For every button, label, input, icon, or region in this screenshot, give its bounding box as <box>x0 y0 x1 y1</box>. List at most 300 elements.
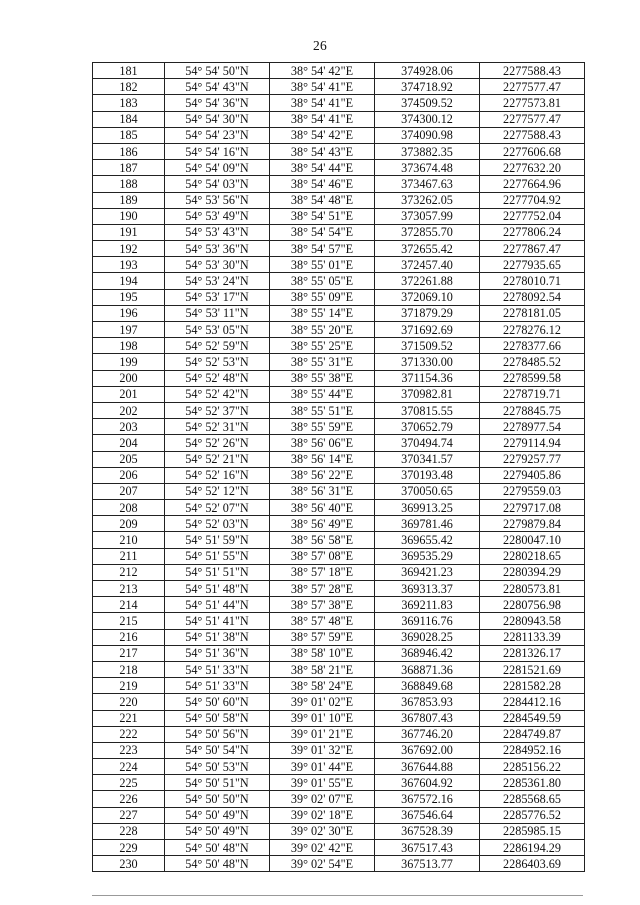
table-row <box>93 840 585 856</box>
latitude-cell: 54° 52' 21"N <box>165 451 270 467</box>
bottom-divider <box>92 895 583 896</box>
x-coordinate-cell: 372855.70 <box>375 224 480 240</box>
y-coordinate-cell: 2281326.17 <box>480 645 585 661</box>
y-coordinate-cell: 2280218.65 <box>480 548 585 564</box>
table-row <box>93 823 585 839</box>
point-number-cell: 185 <box>93 127 165 143</box>
point-number-cell: 201 <box>93 386 165 402</box>
longitude-cell: 38° 57' 28"E <box>270 581 375 597</box>
longitude-cell: 39° 01' 02"E <box>270 694 375 710</box>
table-row <box>93 241 585 257</box>
y-coordinate-cell: 2278599.58 <box>480 370 585 386</box>
point-number-cell: 181 <box>93 63 165 79</box>
point-number-cell: 193 <box>93 257 165 273</box>
latitude-cell: 54° 54' 30"N <box>165 111 270 127</box>
table-row <box>93 467 585 483</box>
latitude-cell: 54° 53' 36"N <box>165 241 270 257</box>
longitude-cell: 39° 01' 44"E <box>270 759 375 775</box>
point-number-cell: 226 <box>93 791 165 807</box>
table-row <box>93 661 585 677</box>
x-coordinate-cell: 371509.52 <box>375 338 480 354</box>
x-coordinate-cell: 367528.39 <box>375 823 480 839</box>
x-coordinate-cell: 370652.79 <box>375 419 480 435</box>
x-coordinate-cell: 370193.48 <box>375 467 480 483</box>
point-number-cell: 211 <box>93 548 165 564</box>
longitude-cell: 38° 56' 14"E <box>270 451 375 467</box>
latitude-cell: 54° 51' 59"N <box>165 532 270 548</box>
y-coordinate-cell: 2278719.71 <box>480 386 585 402</box>
longitude-cell: 38° 56' 06"E <box>270 435 375 451</box>
longitude-cell: 38° 55' 09"E <box>270 289 375 305</box>
longitude-cell: 38° 54' 41"E <box>270 95 375 111</box>
point-number-cell: 191 <box>93 224 165 240</box>
y-coordinate-cell: 2281133.39 <box>480 629 585 645</box>
x-coordinate-cell: 368871.36 <box>375 661 480 677</box>
y-coordinate-cell: 2280756.98 <box>480 597 585 613</box>
x-coordinate-cell: 373674.48 <box>375 160 480 176</box>
longitude-cell: 38° 57' 18"E <box>270 564 375 580</box>
point-number-cell: 194 <box>93 273 165 289</box>
y-coordinate-cell: 2277752.04 <box>480 208 585 224</box>
y-coordinate-cell: 2284952.16 <box>480 742 585 758</box>
y-coordinate-cell: 2279257.77 <box>480 451 585 467</box>
latitude-cell: 54° 53' 05"N <box>165 322 270 338</box>
longitude-cell: 39° 01' 21"E <box>270 726 375 742</box>
y-coordinate-cell: 2278485.52 <box>480 354 585 370</box>
table-row <box>93 483 585 499</box>
y-coordinate-cell: 2277704.92 <box>480 192 585 208</box>
y-coordinate-cell: 2277588.43 <box>480 127 585 143</box>
point-number-cell: 223 <box>93 742 165 758</box>
latitude-cell: 54° 52' 42"N <box>165 386 270 402</box>
point-number-cell: 183 <box>93 95 165 111</box>
longitude-cell: 38° 57' 59"E <box>270 629 375 645</box>
point-number-cell: 210 <box>93 532 165 548</box>
x-coordinate-cell: 372457.40 <box>375 257 480 273</box>
y-coordinate-cell: 2286194.29 <box>480 840 585 856</box>
y-coordinate-cell: 2279879.84 <box>480 516 585 532</box>
table-row <box>93 208 585 224</box>
latitude-cell: 54° 54' 09"N <box>165 160 270 176</box>
longitude-cell: 38° 56' 31"E <box>270 483 375 499</box>
x-coordinate-cell: 369535.29 <box>375 548 480 564</box>
longitude-cell: 38° 55' 01"E <box>270 257 375 273</box>
point-number-cell: 220 <box>93 694 165 710</box>
x-coordinate-cell: 369116.76 <box>375 613 480 629</box>
x-coordinate-cell: 367807.43 <box>375 710 480 726</box>
longitude-cell: 38° 54' 57"E <box>270 241 375 257</box>
table-row <box>93 402 585 418</box>
x-coordinate-cell: 367517.43 <box>375 840 480 856</box>
y-coordinate-cell: 2277606.68 <box>480 143 585 159</box>
latitude-cell: 54° 52' 16"N <box>165 467 270 483</box>
longitude-cell: 38° 55' 31"E <box>270 354 375 370</box>
y-coordinate-cell: 2284412.16 <box>480 694 585 710</box>
point-number-cell: 225 <box>93 775 165 791</box>
table-row <box>93 613 585 629</box>
table-row <box>93 322 585 338</box>
y-coordinate-cell: 2285361.80 <box>480 775 585 791</box>
y-coordinate-cell: 2277867.47 <box>480 241 585 257</box>
x-coordinate-cell: 369028.25 <box>375 629 480 645</box>
y-coordinate-cell: 2277577.47 <box>480 111 585 127</box>
latitude-cell: 54° 52' 03"N <box>165 516 270 532</box>
y-coordinate-cell: 2285985.15 <box>480 823 585 839</box>
point-number-cell: 184 <box>93 111 165 127</box>
longitude-cell: 38° 57' 38"E <box>270 597 375 613</box>
table-row <box>93 386 585 402</box>
table-row <box>93 160 585 176</box>
point-number-cell: 203 <box>93 419 165 435</box>
y-coordinate-cell: 2279559.03 <box>480 483 585 499</box>
table-row <box>93 143 585 159</box>
latitude-cell: 54° 52' 31"N <box>165 419 270 435</box>
point-number-cell: 222 <box>93 726 165 742</box>
table-row <box>93 370 585 386</box>
latitude-cell: 54° 52' 59"N <box>165 338 270 354</box>
y-coordinate-cell: 2277577.47 <box>480 79 585 95</box>
y-coordinate-cell: 2281582.28 <box>480 678 585 694</box>
table-row <box>93 111 585 127</box>
point-number-cell: 199 <box>93 354 165 370</box>
y-coordinate-cell: 2285156.22 <box>480 759 585 775</box>
table-row <box>93 597 585 613</box>
x-coordinate-cell: 367692.00 <box>375 742 480 758</box>
table-row <box>93 791 585 807</box>
table-row <box>93 645 585 661</box>
latitude-cell: 54° 54' 36"N <box>165 95 270 111</box>
point-number-cell: 214 <box>93 597 165 613</box>
table-row <box>93 775 585 791</box>
x-coordinate-cell: 367746.20 <box>375 726 480 742</box>
longitude-cell: 38° 54' 51"E <box>270 208 375 224</box>
table-row <box>93 678 585 694</box>
point-number-cell: 182 <box>93 79 165 95</box>
longitude-cell: 38° 55' 05"E <box>270 273 375 289</box>
latitude-cell: 54° 53' 17"N <box>165 289 270 305</box>
x-coordinate-cell: 374090.98 <box>375 127 480 143</box>
longitude-cell: 38° 55' 51"E <box>270 402 375 418</box>
x-coordinate-cell: 367853.93 <box>375 694 480 710</box>
x-coordinate-cell: 367572.16 <box>375 791 480 807</box>
x-coordinate-cell: 370050.65 <box>375 483 480 499</box>
latitude-cell: 54° 52' 37"N <box>165 402 270 418</box>
latitude-cell: 54° 53' 43"N <box>165 224 270 240</box>
table-row <box>93 224 585 240</box>
table-row <box>93 581 585 597</box>
x-coordinate-cell: 369313.37 <box>375 581 480 597</box>
x-coordinate-cell: 371330.00 <box>375 354 480 370</box>
longitude-cell: 38° 55' 59"E <box>270 419 375 435</box>
x-coordinate-cell: 372069.10 <box>375 289 480 305</box>
y-coordinate-cell: 2279717.08 <box>480 500 585 516</box>
latitude-cell: 54° 51' 44"N <box>165 597 270 613</box>
x-coordinate-cell: 370982.81 <box>375 386 480 402</box>
table-row <box>93 79 585 95</box>
table-row <box>93 192 585 208</box>
point-number-cell: 228 <box>93 823 165 839</box>
longitude-cell: 39° 01' 55"E <box>270 775 375 791</box>
latitude-cell: 54° 50' 53"N <box>165 759 270 775</box>
y-coordinate-cell: 2278977.54 <box>480 419 585 435</box>
latitude-cell: 54° 51' 48"N <box>165 581 270 597</box>
longitude-cell: 38° 54' 54"E <box>270 224 375 240</box>
point-number-cell: 215 <box>93 613 165 629</box>
table-row <box>93 338 585 354</box>
latitude-cell: 54° 52' 12"N <box>165 483 270 499</box>
longitude-cell: 38° 58' 10"E <box>270 645 375 661</box>
latitude-cell: 54° 54' 03"N <box>165 176 270 192</box>
latitude-cell: 54° 53' 11"N <box>165 305 270 321</box>
x-coordinate-cell: 371154.36 <box>375 370 480 386</box>
latitude-cell: 54° 50' 49"N <box>165 823 270 839</box>
table-row <box>93 95 585 111</box>
page-number: 26 <box>313 38 327 53</box>
point-number-cell: 187 <box>93 160 165 176</box>
longitude-cell: 38° 54' 41"E <box>270 79 375 95</box>
latitude-cell: 54° 50' 56"N <box>165 726 270 742</box>
latitude-cell: 54° 51' 36"N <box>165 645 270 661</box>
latitude-cell: 54° 54' 16"N <box>165 143 270 159</box>
latitude-cell: 54° 50' 51"N <box>165 775 270 791</box>
point-number-cell: 217 <box>93 645 165 661</box>
latitude-cell: 54° 53' 49"N <box>165 208 270 224</box>
y-coordinate-cell: 2279405.86 <box>480 467 585 483</box>
longitude-cell: 39° 02' 42"E <box>270 840 375 856</box>
longitude-cell: 38° 55' 44"E <box>270 386 375 402</box>
point-number-cell: 213 <box>93 581 165 597</box>
longitude-cell: 38° 55' 25"E <box>270 338 375 354</box>
latitude-cell: 54° 54' 23"N <box>165 127 270 143</box>
table-row <box>93 726 585 742</box>
y-coordinate-cell: 2280573.81 <box>480 581 585 597</box>
x-coordinate-cell: 367513.77 <box>375 856 480 872</box>
point-number-cell: 229 <box>93 840 165 856</box>
latitude-cell: 54° 51' 51"N <box>165 564 270 580</box>
point-number-cell: 224 <box>93 759 165 775</box>
table-row <box>93 759 585 775</box>
x-coordinate-cell: 371879.29 <box>375 305 480 321</box>
x-coordinate-cell: 370494.74 <box>375 435 480 451</box>
longitude-cell: 38° 58' 21"E <box>270 661 375 677</box>
point-number-cell: 218 <box>93 661 165 677</box>
longitude-cell: 39° 02' 30"E <box>270 823 375 839</box>
longitude-cell: 38° 54' 46"E <box>270 176 375 192</box>
x-coordinate-cell: 368849.68 <box>375 678 480 694</box>
table-row <box>93 807 585 823</box>
x-coordinate-cell: 370815.55 <box>375 402 480 418</box>
point-number-cell: 209 <box>93 516 165 532</box>
y-coordinate-cell: 2277573.81 <box>480 95 585 111</box>
table-row <box>93 63 585 79</box>
x-coordinate-cell: 368946.42 <box>375 645 480 661</box>
point-number-cell: 198 <box>93 338 165 354</box>
y-coordinate-cell: 2278010.71 <box>480 273 585 289</box>
x-coordinate-cell: 367604.92 <box>375 775 480 791</box>
longitude-cell: 38° 56' 58"E <box>270 532 375 548</box>
y-coordinate-cell: 2277588.43 <box>480 63 585 79</box>
latitude-cell: 54° 51' 55"N <box>165 548 270 564</box>
x-coordinate-cell: 374300.12 <box>375 111 480 127</box>
latitude-cell: 54° 53' 56"N <box>165 192 270 208</box>
latitude-cell: 54° 50' 58"N <box>165 710 270 726</box>
longitude-cell: 38° 54' 42"E <box>270 127 375 143</box>
table-row <box>93 629 585 645</box>
latitude-cell: 54° 50' 54"N <box>165 742 270 758</box>
latitude-cell: 54° 52' 26"N <box>165 435 270 451</box>
latitude-cell: 54° 52' 07"N <box>165 500 270 516</box>
table-row <box>93 710 585 726</box>
longitude-cell: 38° 56' 49"E <box>270 516 375 532</box>
x-coordinate-cell: 369211.83 <box>375 597 480 613</box>
x-coordinate-cell: 374928.06 <box>375 63 480 79</box>
point-number-cell: 219 <box>93 678 165 694</box>
table-row <box>93 176 585 192</box>
y-coordinate-cell: 2277632.20 <box>480 160 585 176</box>
longitude-cell: 39° 02' 18"E <box>270 807 375 823</box>
latitude-cell: 54° 50' 50"N <box>165 791 270 807</box>
longitude-cell: 38° 55' 14"E <box>270 305 375 321</box>
table-row <box>93 289 585 305</box>
point-number-cell: 188 <box>93 176 165 192</box>
latitude-cell: 54° 51' 33"N <box>165 661 270 677</box>
point-number-cell: 190 <box>93 208 165 224</box>
latitude-cell: 54° 54' 50"N <box>165 63 270 79</box>
longitude-cell: 38° 54' 42"E <box>270 63 375 79</box>
x-coordinate-cell: 373882.35 <box>375 143 480 159</box>
table-row <box>93 856 585 872</box>
point-number-cell: 186 <box>93 143 165 159</box>
longitude-cell: 38° 54' 41"E <box>270 111 375 127</box>
table-row <box>93 694 585 710</box>
table-row <box>93 305 585 321</box>
y-coordinate-cell: 2280943.58 <box>480 613 585 629</box>
y-coordinate-cell: 2278092.54 <box>480 289 585 305</box>
longitude-cell: 39° 02' 07"E <box>270 791 375 807</box>
x-coordinate-cell: 369913.25 <box>375 500 480 516</box>
x-coordinate-cell: 372261.88 <box>375 273 480 289</box>
table-row <box>93 257 585 273</box>
point-number-cell: 212 <box>93 564 165 580</box>
y-coordinate-cell: 2277664.96 <box>480 176 585 192</box>
coordinates-table-body <box>93 63 585 872</box>
longitude-cell: 38° 56' 22"E <box>270 467 375 483</box>
table-row <box>93 451 585 467</box>
table-row <box>93 516 585 532</box>
longitude-cell: 38° 56' 40"E <box>270 500 375 516</box>
point-number-cell: 200 <box>93 370 165 386</box>
y-coordinate-cell: 2285776.52 <box>480 807 585 823</box>
x-coordinate-cell: 367546.64 <box>375 807 480 823</box>
latitude-cell: 54° 52' 53"N <box>165 354 270 370</box>
latitude-cell: 54° 53' 30"N <box>165 257 270 273</box>
y-coordinate-cell: 2284549.59 <box>480 710 585 726</box>
longitude-cell: 38° 57' 48"E <box>270 613 375 629</box>
longitude-cell: 39° 02' 54"E <box>270 856 375 872</box>
y-coordinate-cell: 2284749.87 <box>480 726 585 742</box>
x-coordinate-cell: 372655.42 <box>375 241 480 257</box>
latitude-cell: 54° 50' 48"N <box>165 840 270 856</box>
y-coordinate-cell: 2281521.69 <box>480 661 585 677</box>
table-row <box>93 548 585 564</box>
table-row <box>93 419 585 435</box>
y-coordinate-cell: 2278377.66 <box>480 338 585 354</box>
x-coordinate-cell: 374718.92 <box>375 79 480 95</box>
point-number-cell: 195 <box>93 289 165 305</box>
y-coordinate-cell: 2280047.10 <box>480 532 585 548</box>
y-coordinate-cell: 2280394.29 <box>480 564 585 580</box>
y-coordinate-cell: 2285568.65 <box>480 791 585 807</box>
y-coordinate-cell: 2279114.94 <box>480 435 585 451</box>
point-number-cell: 208 <box>93 500 165 516</box>
point-number-cell: 189 <box>93 192 165 208</box>
longitude-cell: 39° 01' 32"E <box>270 742 375 758</box>
longitude-cell: 38° 55' 38"E <box>270 370 375 386</box>
latitude-cell: 54° 51' 38"N <box>165 629 270 645</box>
y-coordinate-cell: 2278276.12 <box>480 322 585 338</box>
y-coordinate-cell: 2278181.05 <box>480 305 585 321</box>
point-number-cell: 227 <box>93 807 165 823</box>
table-row <box>93 564 585 580</box>
point-number-cell: 207 <box>93 483 165 499</box>
y-coordinate-cell: 2278845.75 <box>480 402 585 418</box>
x-coordinate-cell: 373057.99 <box>375 208 480 224</box>
latitude-cell: 54° 51' 41"N <box>165 613 270 629</box>
longitude-cell: 38° 58' 24"E <box>270 678 375 694</box>
longitude-cell: 38° 57' 08"E <box>270 548 375 564</box>
point-number-cell: 202 <box>93 402 165 418</box>
x-coordinate-cell: 370341.57 <box>375 451 480 467</box>
latitude-cell: 54° 50' 49"N <box>165 807 270 823</box>
point-number-cell: 196 <box>93 305 165 321</box>
latitude-cell: 54° 52' 48"N <box>165 370 270 386</box>
x-coordinate-cell: 373467.63 <box>375 176 480 192</box>
table-row <box>93 742 585 758</box>
coordinates-table <box>92 62 585 872</box>
longitude-cell: 38° 55' 20"E <box>270 322 375 338</box>
point-number-cell: 230 <box>93 856 165 872</box>
y-coordinate-cell: 2277806.24 <box>480 224 585 240</box>
point-number-cell: 197 <box>93 322 165 338</box>
x-coordinate-cell: 374509.52 <box>375 95 480 111</box>
x-coordinate-cell: 369421.23 <box>375 564 480 580</box>
table-row <box>93 127 585 143</box>
x-coordinate-cell: 371692.69 <box>375 322 480 338</box>
latitude-cell: 54° 54' 43"N <box>165 79 270 95</box>
x-coordinate-cell: 369655.42 <box>375 532 480 548</box>
x-coordinate-cell: 367644.88 <box>375 759 480 775</box>
table-row <box>93 435 585 451</box>
latitude-cell: 54° 53' 24"N <box>165 273 270 289</box>
table-row <box>93 354 585 370</box>
latitude-cell: 54° 50' 48"N <box>165 856 270 872</box>
point-number-cell: 216 <box>93 629 165 645</box>
point-number-cell: 204 <box>93 435 165 451</box>
x-coordinate-cell: 369781.46 <box>375 516 480 532</box>
longitude-cell: 38° 54' 48"E <box>270 192 375 208</box>
longitude-cell: 38° 54' 44"E <box>270 160 375 176</box>
table-row <box>93 273 585 289</box>
latitude-cell: 54° 51' 33"N <box>165 678 270 694</box>
longitude-cell: 38° 54' 43"E <box>270 143 375 159</box>
longitude-cell: 39° 01' 10"E <box>270 710 375 726</box>
y-coordinate-cell: 2286403.69 <box>480 856 585 872</box>
point-number-cell: 192 <box>93 241 165 257</box>
table-row <box>93 532 585 548</box>
latitude-cell: 54° 50' 60"N <box>165 694 270 710</box>
table-row <box>93 500 585 516</box>
point-number-cell: 205 <box>93 451 165 467</box>
